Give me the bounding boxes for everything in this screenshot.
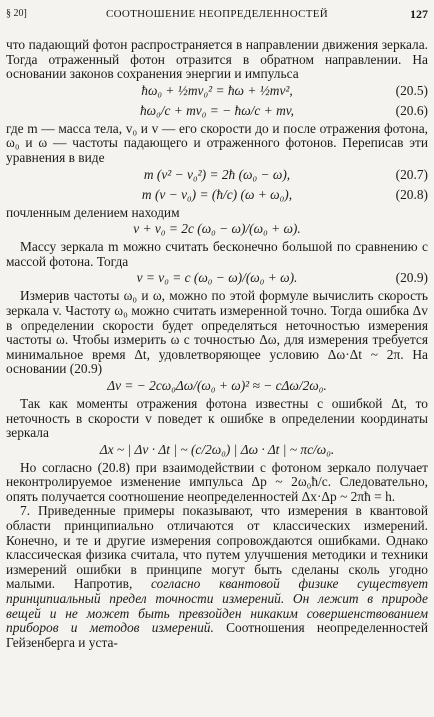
equation-number: (20.6) [395, 102, 428, 118]
equation-20-8 [6, 186, 428, 206]
section-ref: § 20] [6, 8, 27, 19]
paragraph-5: Измерив частоты ω₀ и ω, можно по этой формуле вычислить скорость зеркала v. Частоту ω₀ можно считать измеренной точно. Тогда ошибка Δv в определении скорости будет определяться неточностью измерения частоты ω. Чтобы измерить ω с точностью Δω, для измерения требуется минимальное время Δt, удовлетворяющее условию Δω·Δt ~ 2π. На основании (20.9) [6, 288, 428, 377]
equation-formula: m (v² − v₀²) = 2ħ (ω₀ − ω), [143, 166, 291, 182]
equation-20-6 [6, 102, 428, 122]
equation-20-9 [6, 269, 428, 289]
paragraph-8-tail: Соотношения неопределенностей Гейзенберга и уста- [6, 620, 428, 650]
equation-formula: v = v₀ = c (ω₀ − ω)/(ω₀ + ω). [136, 270, 298, 286]
paragraph-2: где m — масса тела, v₀ и v — его скорости до и после отражения фотона, ω₀ и ω — частоты падающего и отраженного фотонов. Переписав эти уравнения в виде [6, 120, 428, 165]
equation-formula: ħω₀ + ½mv₀² = ħω + ½mv², [141, 82, 293, 98]
paragraph-7: Но согласно (20.8) при взаимодействии с фотоном зеркало получает неконтролируемое изменение импульса Δp ~ 2ω₀ħ/c. Следовательно, опять получается соотношение неопределенностей Δx·Δp ~ 2πħ = h. [6, 459, 428, 504]
equation-formula: Δv = − 2cω₀Δω/(ω₀ + ω)² ≈ − cΔω/2ω₀. [107, 377, 327, 393]
page-number: 127 [410, 7, 428, 21]
equation-number: (20.5) [395, 82, 428, 98]
equation-20-5 [6, 82, 428, 102]
running-title: СООТНОШЕНИЕ НЕОПРЕДЕЛЕННОСТЕЙ [105, 8, 329, 20]
equation-formula: v + v₀ = 2c (ω₀ − ω)/(ω₀ + ω). [133, 221, 301, 237]
running-header [6, 6, 428, 24]
equation-formula: m (v − v₀) = (ħ/c) (ω + ω₀), [141, 186, 293, 202]
equation-formula: Δx ~ | Δv · Δt | ~ (c/2ω₀) | Δω · Δt | ~ πc/ω₀. [99, 441, 335, 457]
equation-number: (20.7) [395, 166, 428, 182]
equation-number: (20.8) [395, 186, 428, 202]
equation-20-7 [6, 166, 428, 186]
page-body [6, 38, 428, 650]
paragraph-3: почленным делением находим [6, 204, 180, 220]
paragraph-6: Так как моменты отражения фотона известны с ошибкой Δt, то неточность в скорости v поведет к ошибке в определении координаты зеркала [6, 395, 428, 441]
equation-number: (20.9) [395, 270, 428, 286]
paragraph-4: Массу зеркала m можно считать бесконечно большой по сравнению с массой фотона. Тогда [6, 239, 428, 269]
equation-unnumbered-2 [6, 377, 428, 397]
paragraph-8-lead: 7. Приведенные примеры показывают, что измерения в квантовой области принципиально отличаются от классических измерений. Конечно, и те и другие измерения сопровождаются ошибками. Однако классическая физика считала, что путем улучшения методики и техники измерений ошибки в принципе могут быть сделаны сколь угодно малыми. Напротив, [6, 503, 428, 592]
paragraph-1: что падающий фотон распространяется в направлении движения зеркала. Тогда отраженный фотон отразится в обратном направлении. На основании законов сохранения энергии и импульса [6, 37, 428, 82]
equation-formula: ħω₀/c + mv₀ = − ħω/c + mv, [139, 102, 295, 118]
paragraph-8-emphasis: согласно квантовой физике существует принципиальный предел точности измерений. Он лежит в природе вещей и не может быть превзойден никаким совершенствованием приборов и методов измерений. [6, 576, 428, 636]
equation-unnumbered-3 [6, 441, 428, 461]
paragraph-8 [6, 504, 428, 650]
equation-unnumbered-1 [6, 220, 428, 240]
